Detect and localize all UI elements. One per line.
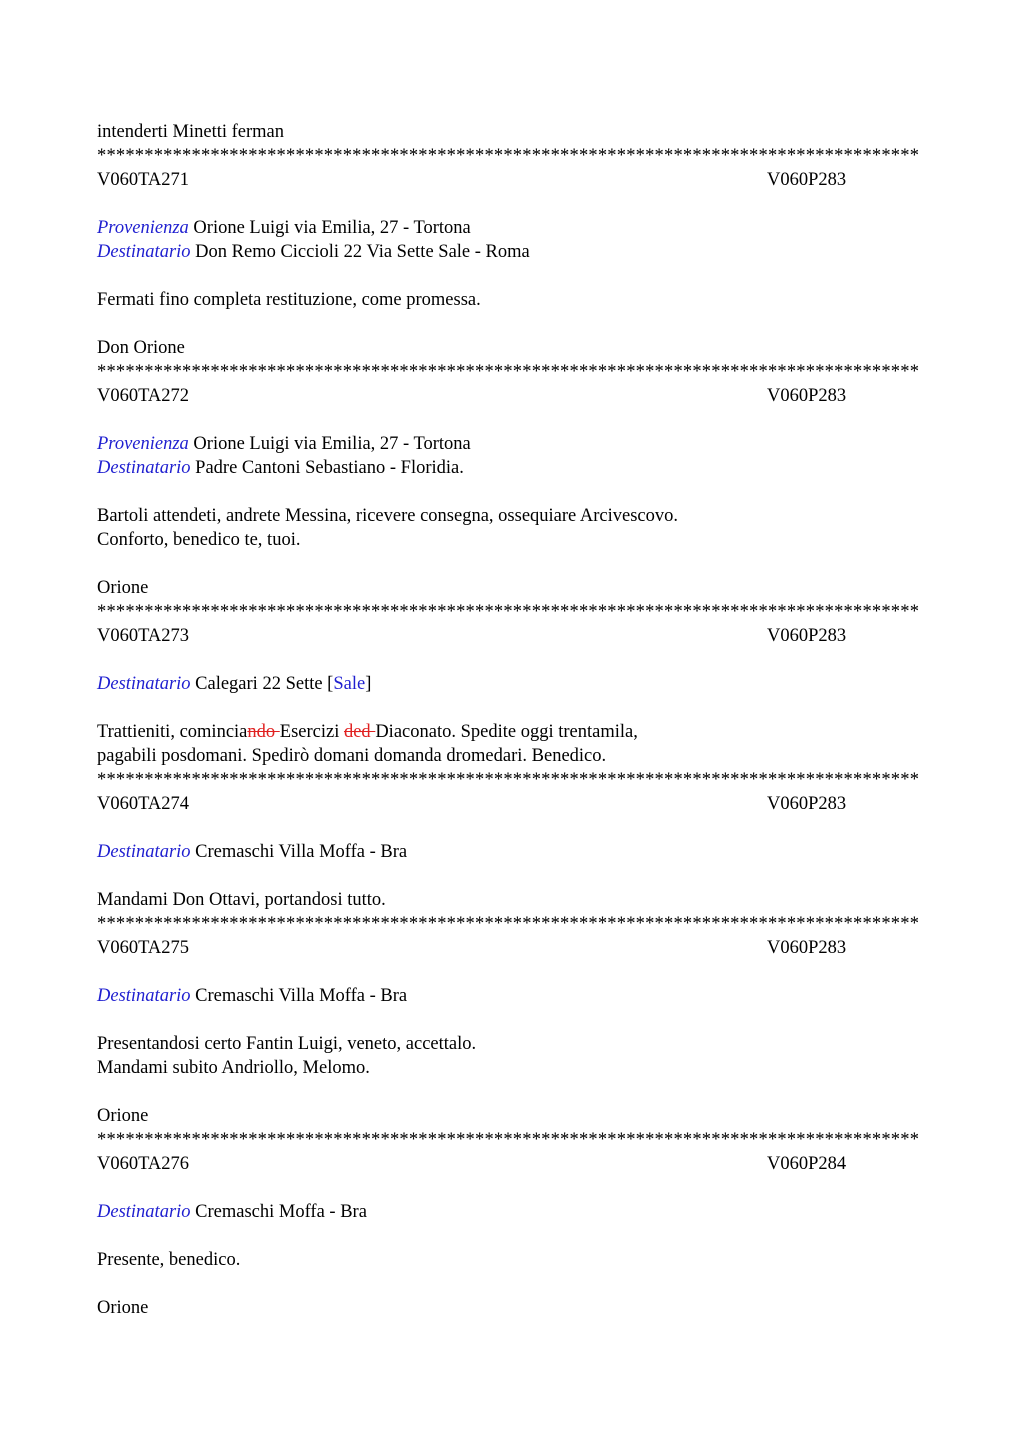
- entry-id: V060TA276: [97, 1154, 190, 1174]
- signature: Orione: [97, 578, 149, 598]
- separator: ***************************************************************************************: [97, 602, 920, 622]
- separator: ***************************************************************************************: [97, 914, 920, 934]
- page-ref: V060P284: [767, 1154, 847, 1174]
- body-line: pagabili posdomani. Spedirò domani domanda dromedari. Benedico.: [97, 746, 607, 766]
- provenienza-value: Orione Luigi via Emilia, 27 - Tortona: [193, 434, 471, 454]
- signature: Orione: [97, 1106, 149, 1126]
- entry-header: [97, 936, 927, 960]
- entry-header: [97, 1152, 927, 1176]
- page-ref: V060P283: [767, 794, 847, 814]
- body-line: Fermati fino completa restituzione, come promessa.: [97, 290, 481, 310]
- destinatario-label: Destinatario: [97, 674, 191, 694]
- destinatario-label: Destinatario: [97, 242, 191, 262]
- page-ref: V060P283: [767, 386, 847, 406]
- signature: Don Orione: [97, 338, 185, 358]
- signature: Orione: [97, 1298, 149, 1318]
- destinatario-label: Destinatario: [97, 986, 191, 1006]
- body-line: Mandami subito Andriollo, Melomo.: [97, 1058, 370, 1078]
- separator: ***************************************************************************************: [97, 362, 920, 382]
- destinatario-value: Cremaschi Moffa - Bra: [195, 1202, 367, 1222]
- entry-id: V060TA273: [97, 626, 190, 646]
- destinatario-value: Calegari 22 Sette [: [195, 674, 334, 694]
- destinatario-label: Destinatario: [97, 458, 191, 478]
- body-line: [97, 720, 927, 744]
- provenienza-label: Provenienza: [97, 434, 189, 454]
- destinatario-value: Don Remo Ciccioli 22 Via Sette Sale - Roma: [195, 242, 530, 262]
- body-line: Conforto, benedico te, tuoi.: [97, 530, 301, 550]
- deleted-text: ndo: [247, 722, 280, 742]
- provenienza-line: [97, 432, 927, 456]
- separator: ***************************************************************************************: [97, 1130, 920, 1150]
- destinatario-line: [97, 240, 927, 264]
- entry-header: [97, 792, 927, 816]
- separator: ***************************************************************************************: [97, 770, 920, 790]
- destinatario-line: [97, 1200, 927, 1224]
- separator: ***************************************************************************************: [97, 146, 920, 166]
- entry-id: V060TA275: [97, 938, 190, 958]
- body-line: Presentandosi certo Fantin Luigi, veneto, accettalo.: [97, 1034, 477, 1054]
- destinatario-bracket: ]: [365, 674, 372, 694]
- destinatario-line: [97, 840, 927, 864]
- top-line: intenderti Minetti ferman: [97, 122, 284, 142]
- provenienza-label: Provenienza: [97, 218, 189, 238]
- provenienza-value: Orione Luigi via Emilia, 27 - Tortona: [193, 218, 471, 238]
- destinatario-label: Destinatario: [97, 1202, 191, 1222]
- page-ref: V060P283: [767, 170, 847, 190]
- entry-header: [97, 384, 927, 408]
- destinatario-line: [97, 672, 927, 696]
- entry-header: [97, 168, 927, 192]
- destinatario-line: [97, 456, 927, 480]
- body-line: Mandami Don Ottavi, portandosi tutto.: [97, 890, 386, 910]
- destinatario-line: [97, 984, 927, 1008]
- document-page: [97, 120, 927, 1320]
- body-text: Esercizi: [279, 722, 344, 742]
- deleted-text: ded: [343, 722, 376, 742]
- body-text: Diaconato. Spedite oggi trentamila,: [375, 722, 638, 742]
- entry-id: V060TA272: [97, 386, 190, 406]
- entry-id: V060TA274: [97, 794, 190, 814]
- body-line: Presente, benedico.: [97, 1250, 241, 1270]
- page-ref: V060P283: [767, 938, 847, 958]
- body-text: Trattieniti, comincia: [97, 722, 248, 742]
- provenienza-line: [97, 216, 927, 240]
- page-ref: V060P283: [767, 626, 847, 646]
- destinatario-label: Destinatario: [97, 842, 191, 862]
- entry-header: [97, 624, 927, 648]
- entry-id: V060TA271: [97, 170, 190, 190]
- destinatario-insertion: Sale: [333, 674, 366, 694]
- destinatario-value: Padre Cantoni Sebastiano - Floridia.: [195, 458, 464, 478]
- destinatario-value: Cremaschi Villa Moffa - Bra: [195, 842, 408, 862]
- body-line: Bartoli attendeti, andrete Messina, ricevere consegna, ossequiare Arcivescovo.: [97, 506, 678, 526]
- destinatario-value: Cremaschi Villa Moffa - Bra: [195, 986, 408, 1006]
